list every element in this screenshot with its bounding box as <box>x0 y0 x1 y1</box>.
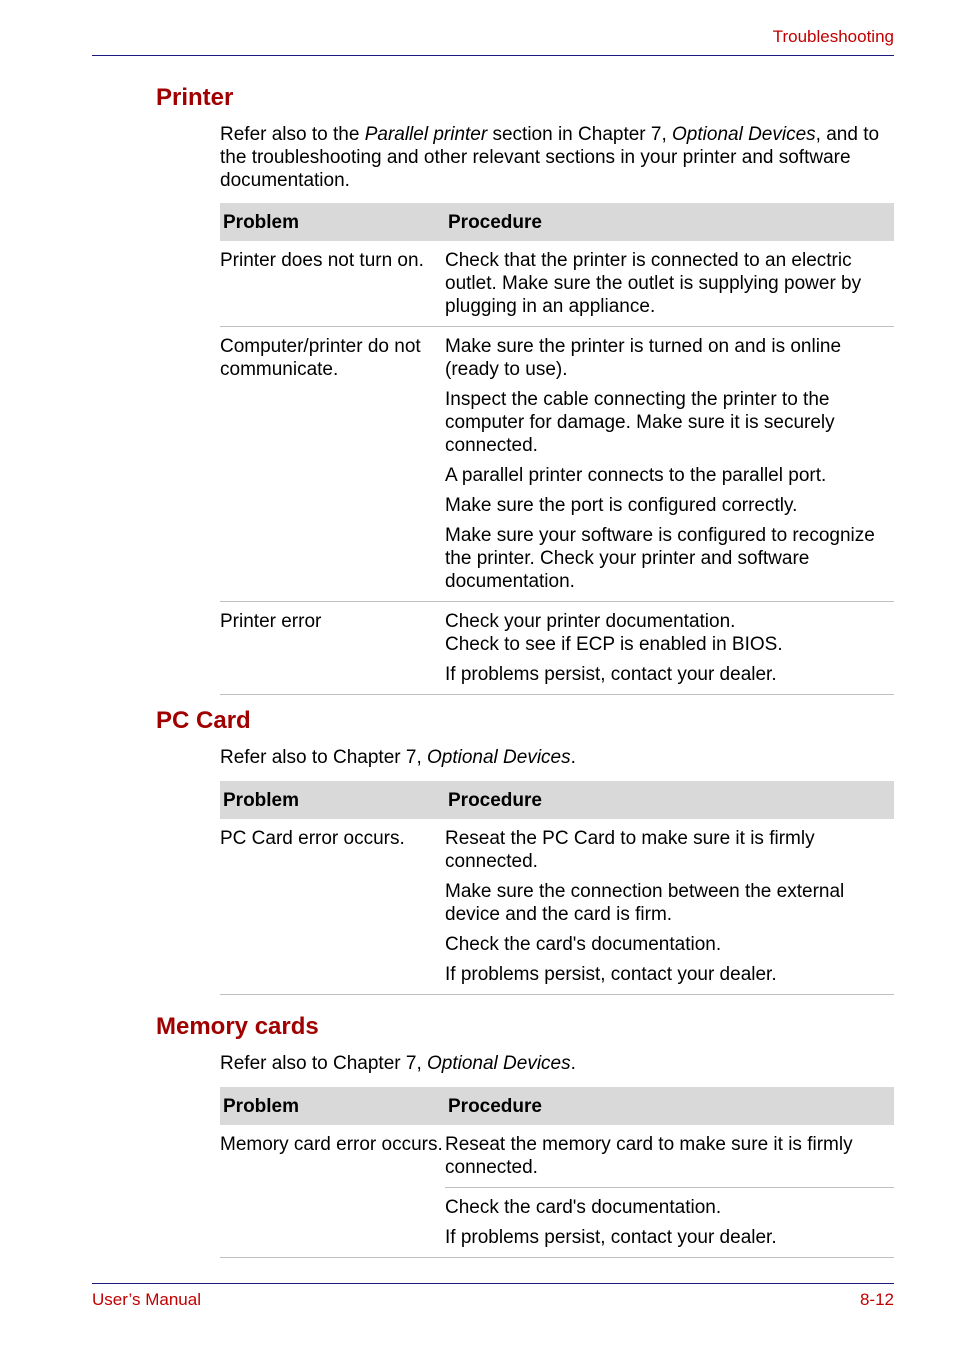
intro-text: section in Chapter 7, <box>487 124 673 145</box>
procedure-step: Check the card's documentation. <box>445 934 722 955</box>
procedure-step: Check to see if ECP is enabled in BIOS. <box>445 634 783 655</box>
intro-text: . <box>570 747 576 768</box>
footer-rule <box>92 1283 894 1284</box>
intro-emphasis: Optional Devices <box>672 124 816 145</box>
procedure-step: Reseat the PC Card to make sure it is firmly connected. <box>445 828 815 872</box>
intro-text: Refer also to Chapter 7, <box>220 747 427 768</box>
problem-cell: Printer error <box>220 602 445 695</box>
memory-cards-table <box>220 1087 894 1258</box>
section-heading-printer: Printer <box>156 84 234 111</box>
pc-card-table <box>220 781 894 995</box>
procedure-cell <box>445 819 894 995</box>
table-header-row <box>220 1087 894 1125</box>
section-heading-memory-cards: Memory cards <box>156 1013 319 1040</box>
column-header-procedure: Procedure <box>445 781 894 819</box>
footer-manual-title: User’s Manual <box>92 1290 201 1309</box>
pc-card-intro <box>220 746 890 769</box>
section-heading-pc-card: PC Card <box>156 707 251 734</box>
table-header-row <box>220 781 894 819</box>
procedure-cell <box>445 241 894 327</box>
procedure-step: Make sure the port is configured correctly. <box>445 495 798 516</box>
column-header-problem: Problem <box>220 1087 445 1125</box>
header-rule <box>92 55 894 56</box>
procedure-cell <box>445 1188 894 1258</box>
intro-text: , and to the troubleshooting and other relevant sections in your printer and software documentation. <box>220 124 880 191</box>
procedure-step: Check the card's documentation. <box>445 1197 722 1218</box>
running-header: Troubleshooting <box>772 27 894 46</box>
procedure-step: If problems persist, contact your dealer. <box>445 1227 777 1248</box>
problem-cell: Memory card error occurs. <box>220 1125 445 1258</box>
procedure-step: Check your printer documentation. <box>445 611 736 632</box>
intro-emphasis: Optional Devices <box>427 1053 571 1074</box>
problem-cell: Computer/printer do not communicate. <box>220 327 445 602</box>
procedure-step: Check that the printer is connected to an electric outlet. Make sure the outlet is supplying power by plugging in an appliance. <box>445 250 862 317</box>
problem-cell: PC Card error occurs. <box>220 819 445 995</box>
page-number: 8-12 <box>859 1290 894 1309</box>
procedure-step: Reseat the memory card to make sure it is firmly connected. <box>445 1134 853 1178</box>
intro-text: Refer also to the <box>220 124 365 145</box>
problem-cell: Printer does not turn on. <box>220 241 445 327</box>
intro-text: . <box>570 1053 576 1074</box>
column-header-problem: Problem <box>220 781 445 819</box>
table-row <box>220 1125 894 1188</box>
printer-table <box>220 203 894 695</box>
printer-intro <box>220 123 890 192</box>
table-row <box>220 602 894 695</box>
table-header-row <box>220 203 894 241</box>
procedure-step: Make sure the connection between the external device and the card is firm. <box>445 881 845 925</box>
table-row <box>220 327 894 602</box>
table-row <box>220 819 894 995</box>
table-row <box>220 241 894 327</box>
column-header-procedure: Procedure <box>445 203 894 241</box>
procedure-cell <box>445 1125 894 1188</box>
intro-text: Refer also to Chapter 7, <box>220 1053 427 1074</box>
procedure-step: If problems persist, contact your dealer. <box>445 664 777 685</box>
procedure-cell <box>445 327 894 602</box>
column-header-problem: Problem <box>220 203 445 241</box>
intro-emphasis: Parallel printer <box>364 124 488 145</box>
column-header-procedure: Procedure <box>445 1087 894 1125</box>
procedure-step: Make sure the printer is turned on and is online (ready to use). <box>445 336 842 380</box>
procedure-step: Inspect the cable connecting the printer to the computer for damage. Make sure it is securely connected. <box>445 389 835 456</box>
memory-cards-intro <box>220 1052 890 1075</box>
procedure-step: A parallel printer connects to the parallel port. <box>445 465 827 486</box>
procedure-cell <box>445 602 894 695</box>
procedure-step: Make sure your software is configured to recognize the printer. Check your printer and software documentation. <box>445 525 875 592</box>
procedure-step: If problems persist, contact your dealer. <box>445 964 777 985</box>
intro-emphasis: Optional Devices <box>427 747 571 768</box>
